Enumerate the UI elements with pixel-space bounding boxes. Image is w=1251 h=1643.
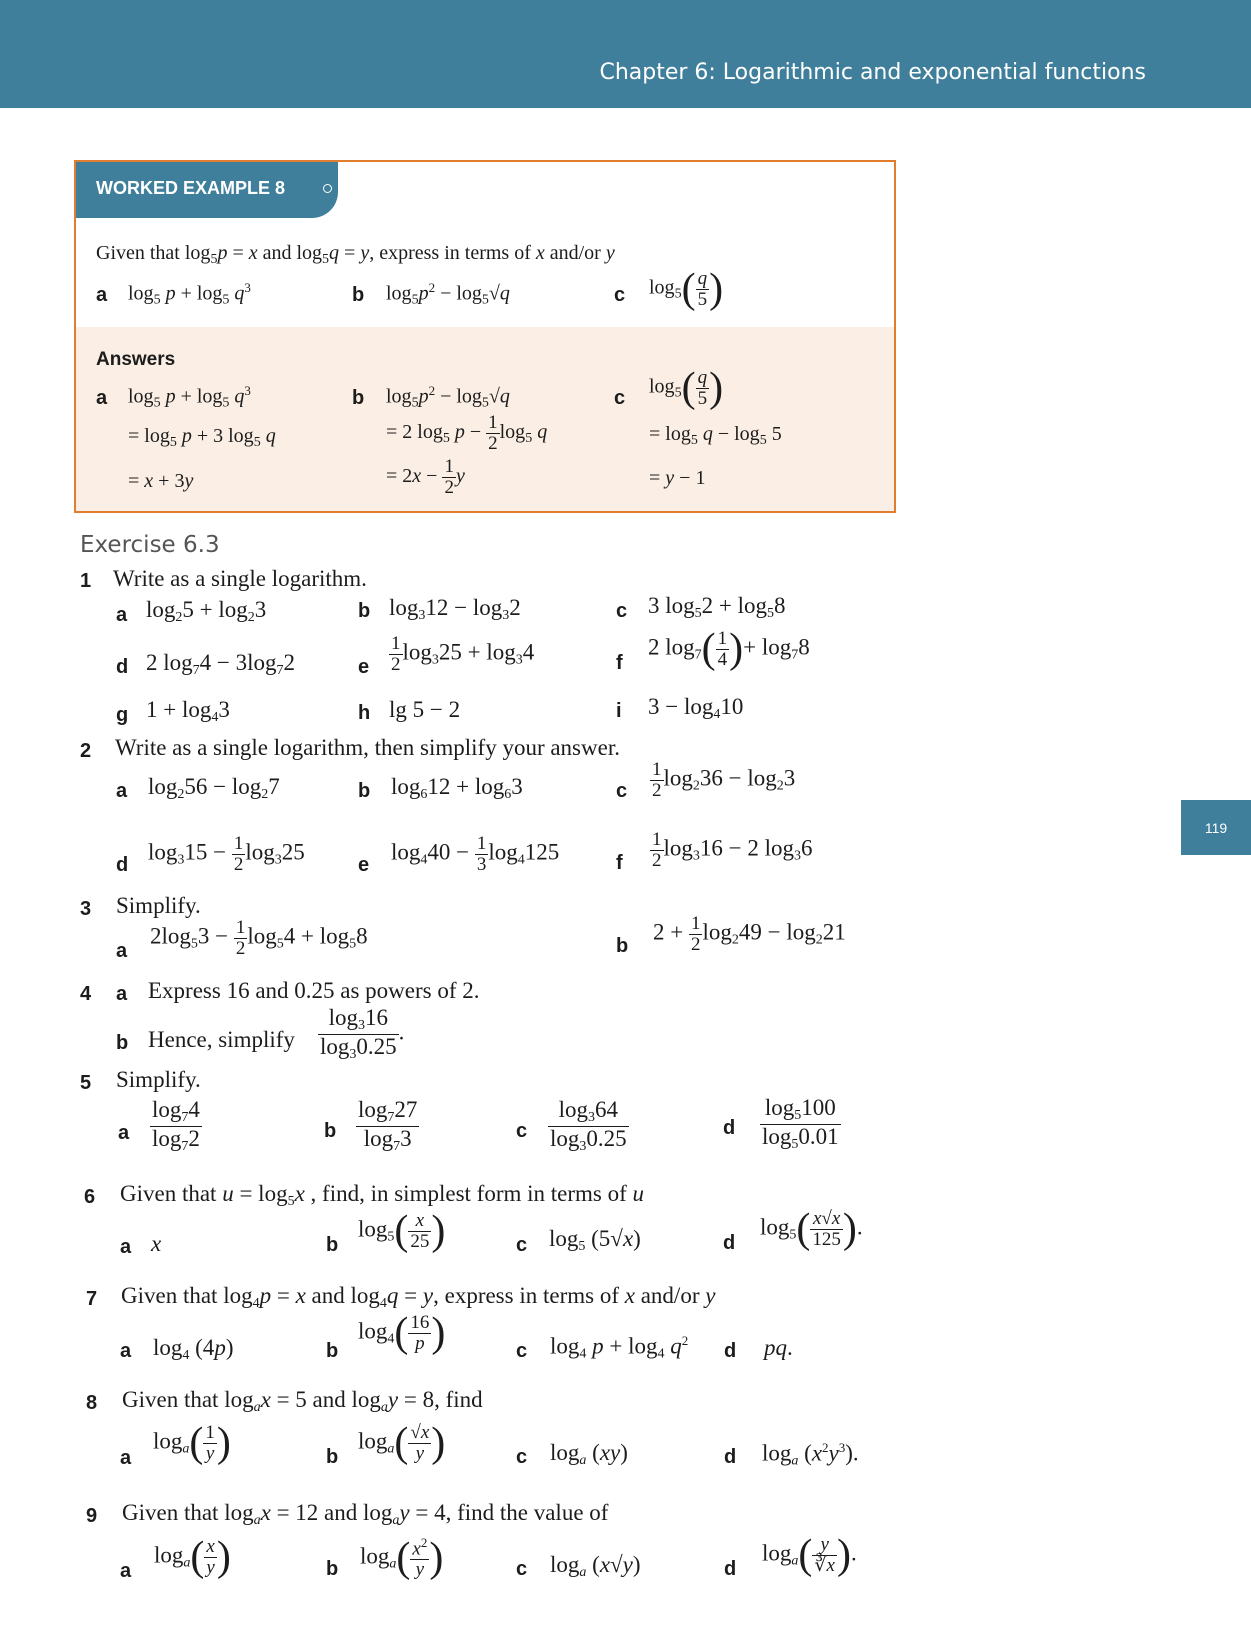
q6b: $\log_5$( $\frac{x}{25}$ ) bbox=[358, 1208, 446, 1254]
q6c: $\log_5 (5√x)$ bbox=[549, 1226, 641, 1254]
question-3-text: Simplify. bbox=[116, 893, 201, 918]
answer-c-line2: = $\log_5 q - \log_5 5$ bbox=[649, 423, 782, 448]
q5b: $\frac{\log_727}{\log_73}$ bbox=[358, 1097, 418, 1154]
q4b-text: Hence, simplify bbox=[148, 1027, 295, 1052]
label-b: b bbox=[116, 1032, 129, 1054]
answer-c-line3: = y − 1 bbox=[649, 467, 706, 489]
q4a: Express 16 and 0.25 as powers of 2. bbox=[148, 978, 480, 1003]
q3b: 2 + $\frac{1}{2}$ $\log_249 - \log_221$ bbox=[653, 913, 846, 955]
label-b: b bbox=[326, 1234, 339, 1256]
answer-c-line1: $\log_5$( $\frac{q}{5}$ ) bbox=[649, 365, 724, 411]
q5a: $\frac{\log_74}{\log_72}$ bbox=[152, 1097, 200, 1154]
label-d: d bbox=[724, 1446, 737, 1468]
question-number: 2 bbox=[80, 740, 92, 762]
label-f: f bbox=[616, 852, 623, 874]
label-a: a bbox=[96, 284, 108, 306]
q2a: $\log_256 - \log_27$ bbox=[148, 774, 280, 802]
question-number: 6 bbox=[84, 1186, 96, 1208]
q1b: $\log_312 - \log_32$ bbox=[389, 595, 521, 623]
label-a: a bbox=[120, 1340, 132, 1362]
chapter-title: Chapter 6: Logarithmic and exponential functions bbox=[599, 60, 1146, 85]
question-7-text: Given that $\log_4p = x$ and $\log_4q = y$, express in terms of x and/or y bbox=[121, 1283, 716, 1311]
q9a: $\log_a$( $\frac{x}{y}$ ) bbox=[154, 1534, 231, 1580]
q1h: lg 5 − 2 bbox=[389, 697, 461, 722]
label-g: g bbox=[116, 704, 129, 726]
q1e: $\frac{1}{2}$ $\log_325 + \log_34$ bbox=[391, 633, 535, 675]
label-b: b bbox=[326, 1446, 339, 1468]
q1d: 2 $\log_74 - 3\log_72$ bbox=[146, 650, 296, 678]
question-b: $\log_5p^2 - \log_5√q$ bbox=[386, 280, 510, 308]
question-2-text: Write as a single logarithm, then simplify your answer. bbox=[115, 735, 620, 760]
question-8-text: Given that $\log_ax = 5$ and $\log_ay = 8$, find bbox=[122, 1387, 483, 1415]
question-9-text: Given that $\log_ax = 12$ and $\log_ay = 4$, find the value of bbox=[122, 1500, 609, 1528]
q2c: $\frac{1}{2}$ $\log_236 - \log_23$ bbox=[652, 759, 796, 801]
q1a: $\log_25 + \log_23$ bbox=[146, 597, 267, 625]
q9c: $\log_a (x√y)$ bbox=[550, 1552, 641, 1580]
question-a: $\log_5 p + \log_5 q^3$ bbox=[128, 280, 251, 308]
worked-example-prompt: Given that $\log_5p = x$ and $\log_5q = y$, express in terms of x and/or y bbox=[96, 242, 615, 267]
question-number: 9 bbox=[86, 1505, 98, 1527]
label-b: b bbox=[352, 284, 365, 306]
q2d: $\log_315$ − $\frac{1}{2}$ $\log_325$ bbox=[148, 833, 305, 875]
label-c: c bbox=[516, 1234, 528, 1256]
label-a: a bbox=[116, 940, 128, 962]
chapter-header-bar bbox=[0, 0, 1251, 108]
answers-heading: Answers bbox=[96, 349, 176, 370]
label-b: b bbox=[358, 780, 371, 802]
label-d: d bbox=[116, 656, 129, 678]
label-c: c bbox=[516, 1340, 528, 1362]
label-b: b bbox=[326, 1340, 339, 1362]
worked-example-box bbox=[74, 160, 896, 513]
label-b: b bbox=[324, 1120, 337, 1142]
question-number: 8 bbox=[86, 1392, 98, 1414]
q1f: 2 $\log_7$( $\frac{1}{4}$ )+ $\log_78$ bbox=[648, 626, 810, 672]
label-a: a bbox=[120, 1560, 132, 1582]
q7d: pq. bbox=[764, 1335, 793, 1360]
circle-icon bbox=[323, 184, 332, 193]
label-b: b bbox=[326, 1558, 339, 1580]
label-a: a bbox=[120, 1236, 132, 1258]
question-5-text: Simplify. bbox=[116, 1067, 201, 1092]
label-d: d bbox=[723, 1232, 736, 1254]
label-e: e bbox=[358, 656, 370, 678]
label-c: c bbox=[516, 1120, 528, 1142]
q2e: $\log_440$ − $\frac{1}{3}$ $\log_4125$ bbox=[391, 833, 560, 875]
label-a: a bbox=[118, 1122, 130, 1144]
label-i: i bbox=[616, 700, 622, 722]
exercise-title: Exercise 6.3 bbox=[80, 532, 220, 558]
q4b-fraction: $\frac{\log_316}{\log_30.25}$ . bbox=[320, 1005, 405, 1062]
page-number: 119 bbox=[1181, 800, 1251, 855]
answer-a-line3: = x + 3y bbox=[128, 470, 194, 492]
q1c: 3 $\log_52 + \log_58$ bbox=[648, 593, 786, 621]
answer-b-line1: $\log_5p^2 - \log_5√q$ bbox=[386, 383, 510, 411]
q6a: x bbox=[151, 1231, 162, 1256]
question-1-text: Write as a single logarithm. bbox=[113, 566, 367, 591]
label-d: d bbox=[116, 854, 129, 876]
label-b: b bbox=[358, 600, 371, 622]
q8a: $\log_a$( $\frac{1}{y}$ ) bbox=[153, 1420, 231, 1466]
answer-label-a: a bbox=[96, 387, 108, 409]
q1i: $3 - \log_410$ bbox=[648, 694, 744, 722]
q9d: $\log_a$( $\frac{y}{∛x}$ ). bbox=[762, 1532, 857, 1578]
label-c: c bbox=[516, 1446, 528, 1468]
label-c: c bbox=[614, 284, 626, 306]
q2f: $\frac{1}{2}$ $\log_316 - 2$ $\log_36$ bbox=[652, 829, 813, 871]
question-number: 7 bbox=[86, 1288, 98, 1310]
worked-example-title: WORKED EXAMPLE 8 bbox=[96, 178, 286, 198]
label-f: f bbox=[616, 652, 623, 674]
label-d: d bbox=[724, 1340, 737, 1362]
label-c: c bbox=[516, 1558, 528, 1580]
label-a: a bbox=[116, 604, 128, 626]
question-c: $\log_5$( $\frac{q}{5}$ ) bbox=[649, 266, 724, 312]
question-number: 3 bbox=[80, 898, 92, 920]
q7b: $\log_4$( $\frac{16}{p}$ ) bbox=[358, 1310, 446, 1356]
answers-panel bbox=[76, 327, 894, 511]
answer-a-line2: = $\log_5 p + 3$ $\log_5 q$ bbox=[128, 425, 276, 450]
q7c: $\log_4 p + \log_4 q^2$ bbox=[550, 1333, 689, 1362]
label-a: a bbox=[116, 983, 128, 1005]
label-a: a bbox=[116, 780, 128, 802]
q8c: $\log_a (xy)$ bbox=[550, 1440, 628, 1468]
q1g: $1 + \log_43$ bbox=[146, 697, 230, 725]
q2b: $\log_612 + \log_63$ bbox=[391, 774, 523, 802]
q8d: $\log_a (x^2y^3)$. bbox=[762, 1440, 859, 1469]
answer-label-b: b bbox=[352, 387, 365, 409]
answer-b-line3: = 2x − $\frac{1}{2}$ y bbox=[386, 456, 465, 498]
question-6-text: Given that $u = \log_5x$ , find, in simplest form in terms of u bbox=[120, 1181, 645, 1209]
label-b: b bbox=[616, 935, 629, 957]
q8b: $\log_a$( $\frac{√x}{y}$ ) bbox=[358, 1420, 446, 1466]
q9b: $\log_a$( $\frac{x^2}{y}$ ) bbox=[360, 1535, 444, 1582]
question-number: 5 bbox=[80, 1072, 92, 1094]
q6d: $\log_5$( $\frac{x√x}{125}$ ). bbox=[760, 1206, 863, 1252]
worked-example-tab bbox=[76, 162, 338, 218]
label-c: c bbox=[616, 600, 628, 622]
q3a: $2\log_53$ − $\frac{1}{2}$ $\log_54 + \log_58$ bbox=[150, 917, 368, 959]
answer-label-c: c bbox=[614, 387, 626, 409]
label-d: d bbox=[724, 1558, 737, 1580]
label-d: d bbox=[723, 1117, 736, 1139]
label-h: h bbox=[358, 702, 371, 724]
label-c: c bbox=[616, 780, 628, 802]
q5c: $\frac{\log_364}{\log_30.25}$ bbox=[550, 1097, 627, 1154]
answer-b-line2: = 2 $\log_5 p$ − $\frac{1}{2}$ $\log_5 q$ bbox=[386, 412, 548, 454]
answer-a-line1: $\log_5 p + \log_5 q^3$ bbox=[128, 383, 251, 411]
label-e: e bbox=[358, 854, 370, 876]
q5d: $\frac{\log_5100}{\log_50.01}$ bbox=[762, 1095, 839, 1152]
question-number: 1 bbox=[80, 570, 92, 592]
label-a: a bbox=[120, 1447, 132, 1469]
question-number: 4 bbox=[80, 983, 92, 1005]
q7a: $\log_4 (4p)$ bbox=[153, 1335, 234, 1363]
